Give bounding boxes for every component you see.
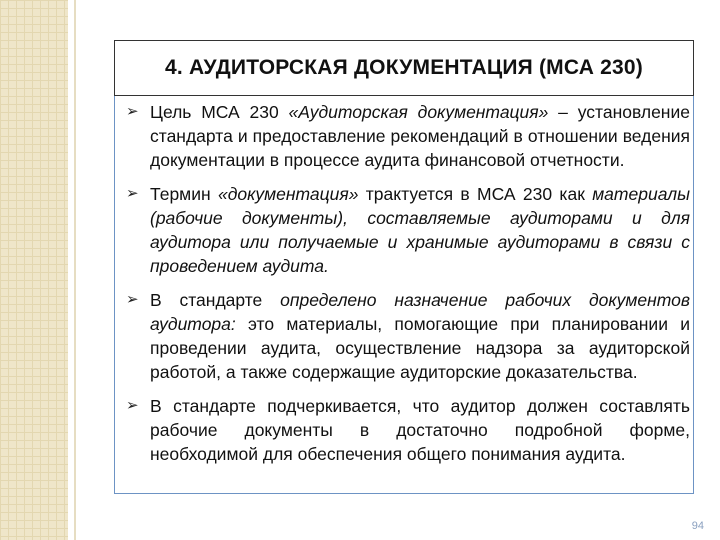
arrow-bullet-icon: ➢ (126, 291, 139, 308)
bullet-text-italic: определено назначение рабочих документов аудитора: (150, 290, 690, 334)
bullet-text: – установление стандарта и предоставление рекомендаций в отношении ведения документации в процессе аудита финансовой отчетности. (150, 102, 690, 170)
bullet-list (124, 100, 690, 476)
bullet-text: это материалы, помогающие при планировании и проведении аудита, осуществление надзора за аудиторской работой, а также содержащие аудиторские доказательства. (150, 314, 690, 382)
bullet-text-italic: материалы (рабочие документы), составляемые аудиторами и для аудитора или получаемые и хранимые аудиторами в связи с проведением аудита. (150, 184, 690, 276)
list-item (124, 394, 690, 466)
slide-title: 4. АУДИТОРСКАЯ ДОКУМЕНТАЦИЯ (МСА 230) (114, 40, 694, 96)
decorative-divider (74, 0, 76, 540)
bullet-text: В стандарте (150, 290, 281, 310)
bullet-text-italic: «документация» (217, 184, 359, 204)
list-item (124, 288, 690, 384)
arrow-bullet-icon: ➢ (126, 103, 139, 120)
bullet-text: В стандарте подчеркивается, что аудитор должен составлять рабочие документы в достаточно подробной форме, необходимой для обеспечения общего понимания аудита. (150, 396, 690, 464)
bullet-text: трактуется в МСА 230 как (358, 184, 593, 204)
arrow-bullet-icon: ➢ (126, 185, 139, 202)
bullet-text-italic: «Аудиторская документация» (288, 102, 549, 122)
bullet-text: Цель МСА 230 (150, 102, 289, 122)
list-item (124, 100, 690, 172)
bullet-text: Термин (150, 184, 218, 204)
arrow-bullet-icon: ➢ (126, 397, 139, 414)
decorative-left-strip (0, 0, 68, 540)
list-item (124, 182, 690, 278)
page-number: 94 (691, 520, 704, 532)
